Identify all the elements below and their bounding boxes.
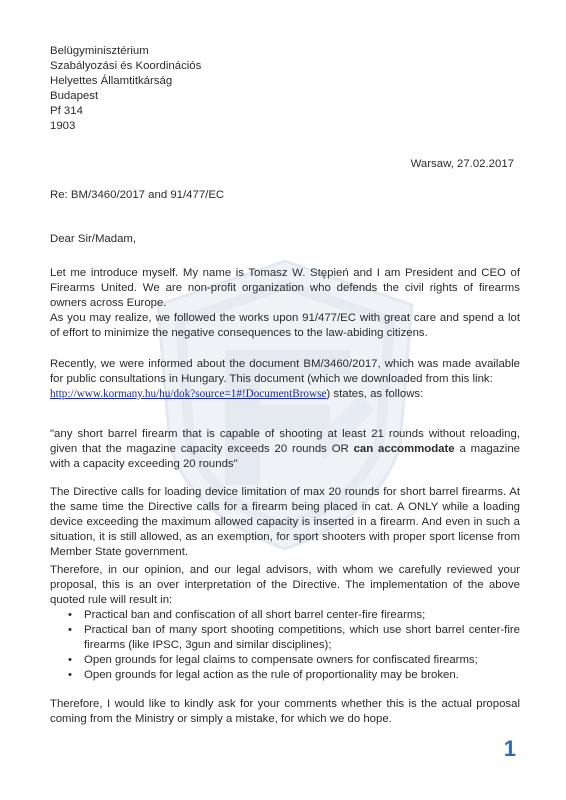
list-item: • Open grounds for legal claims to compensate owners for confiscated firearms;	[84, 653, 520, 668]
quote-emphasis: can accommodate	[353, 443, 455, 455]
paragraph-directive: The Directive calls for loading device limitation of max 20 rounds for short barrel firearms. At the same time the Directive calls for a firearm being placed in cat. A ONLY while a loading device exceeding the maximum allowed capacity is inserted in a firearm. And even in such a situation, it is still allowed, as an exemption, for sport shooters with proper sport license from Member State government.	[50, 486, 520, 558]
address-line: Szabályozási és Koordinációs	[50, 60, 202, 72]
consequence-list	[50, 608, 520, 683]
paragraph-intro: Let me introduce myself. My name is Tomasz W. Stępień and I am President and CEO of Firearms United. We are non-profit organization who defends the civil rights of firearms owners across Europe.	[50, 267, 520, 309]
list-item: • Practical ban of many sport shooting competitions, which use short barrel center-fire firearms (like IPSC, 3gun and similar disciplines);	[84, 623, 520, 653]
recipient-address	[50, 44, 520, 134]
subject-line: Re: BM/3460/2017 and 91/477/EC	[50, 189, 225, 201]
address-line: Belügyminisztérium	[50, 45, 149, 57]
paragraph-recent	[50, 357, 520, 402]
document-link[interactable]: http://www.kormany.hu/hu/dok?source=1#!DocumentBrowse	[50, 388, 327, 400]
quoted-rule	[50, 427, 520, 472]
paragraph-opinion	[50, 563, 520, 683]
paragraph-works: As you may realize, we followed the works upon 91/477/EC with great care and spend a lot of effort to minimize the negative consequences to the law-abiding citizens.	[50, 312, 520, 339]
list-item: • Open grounds for legal action as the rule of proportionality may be broken.	[84, 668, 520, 683]
salutation: Dear Sir/Madam,	[50, 233, 137, 245]
opinion-text: Therefore, in our opinion, and our legal advisors, with whom we carefully reviewed your proposal, this is an over interpretation of the Directive. The implementation of the above quoted rule will result in:	[50, 564, 520, 606]
address-line: Budapest	[50, 90, 99, 102]
address-line: Helyettes Államtitkárság	[50, 75, 173, 87]
paragraph-recent-tail: ) states, as follows:	[326, 388, 424, 400]
address-line: 1903	[50, 120, 76, 132]
quote-text: "any short barrel firearm that is capable of shooting at least 21 rounds without reloading, given that the magazine capacity exceeds 20 rounds OR	[50, 428, 520, 455]
letter-date: Warsaw, 27.02.2017	[410, 158, 514, 170]
list-item: • Practical ban and confiscation of all short barrel center-fire firearms;	[84, 608, 520, 623]
quote-text-end: a magazine with a capacity exceeding 20 rounds"	[50, 443, 520, 470]
address-line: Pf 314	[50, 105, 83, 117]
page-number: 1	[503, 736, 516, 761]
paragraph-recent-text: Recently, we were informed about the document BM/3460/2017, which was made available for public consultations in Hungary. This document (which we downloaded from this link:	[50, 358, 520, 385]
paragraph-closing: Therefore, I would like to kindly ask for your comments whether this is the actual proposal coming from the Ministry or simply a mistake, for which we do hope.	[50, 698, 520, 725]
